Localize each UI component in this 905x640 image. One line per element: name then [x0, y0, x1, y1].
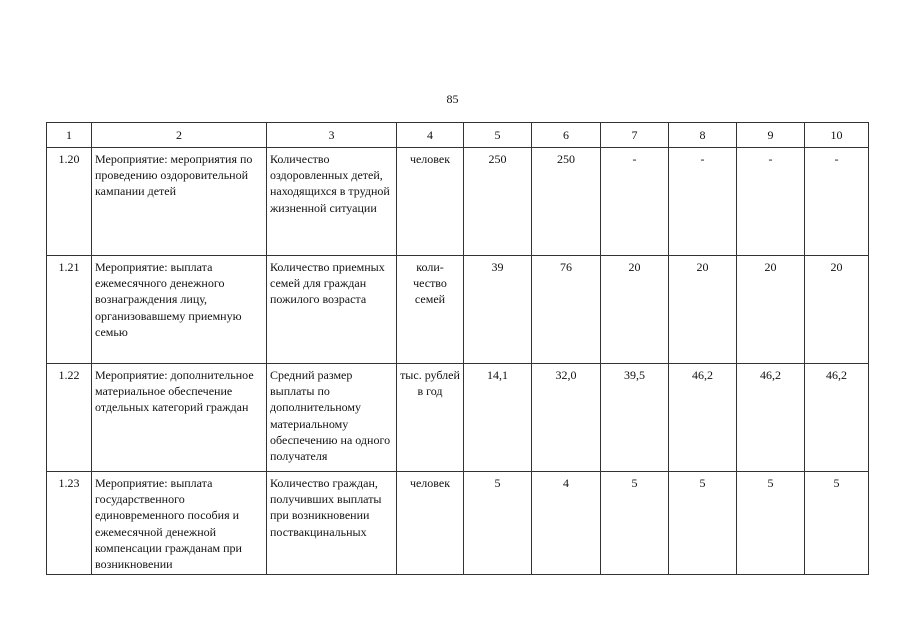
column-header: 2	[92, 123, 267, 148]
value-cell: 76	[532, 256, 601, 364]
row-number: 1.22	[47, 364, 92, 472]
value-cell: 20	[805, 256, 869, 364]
value-cell: 39	[464, 256, 532, 364]
column-header: 10	[805, 123, 869, 148]
row-number: 1.20	[47, 148, 92, 256]
value-cell: -	[737, 148, 805, 256]
column-header: 9	[737, 123, 805, 148]
table-row	[47, 148, 869, 256]
unit-cell: человек	[397, 472, 464, 575]
measure-cell: Мероприятие: мероприятия по проведению оздоровительной кампании детей	[92, 148, 267, 256]
value-cell: 20	[669, 256, 737, 364]
value-cell: 39,5	[601, 364, 669, 472]
indicator-cell: Средний размер выплаты по дополнительному материальному обеспечению на одного получателя	[267, 364, 397, 472]
column-header: 7	[601, 123, 669, 148]
column-header: 8	[669, 123, 737, 148]
unit-cell: человек	[397, 148, 464, 256]
value-cell: 5	[601, 472, 669, 575]
column-header: 6	[532, 123, 601, 148]
value-cell: 20	[737, 256, 805, 364]
value-cell: 5	[737, 472, 805, 575]
value-cell: 14,1	[464, 364, 532, 472]
column-header: 4	[397, 123, 464, 148]
unit-cell: коли-чество семей	[397, 256, 464, 364]
column-header: 1	[47, 123, 92, 148]
value-cell: 4	[532, 472, 601, 575]
value-cell: 20	[601, 256, 669, 364]
table-row	[47, 256, 869, 364]
indicators-table	[46, 122, 869, 575]
measure-cell: Мероприятие: дополнительное материальное обеспечение отдельных категорий граждан	[92, 364, 267, 472]
row-number: 1.21	[47, 256, 92, 364]
measure-cell: Мероприятие: выплата государственного единовременного пособия и ежемесячной денежной компенсации гражданам при возникновении	[92, 472, 267, 575]
value-cell: -	[601, 148, 669, 256]
value-cell: 46,2	[805, 364, 869, 472]
value-cell: 250	[532, 148, 601, 256]
column-header: 3	[267, 123, 397, 148]
indicator-cell: Количество оздоровленных детей, находящихся в трудной жизненной ситуации	[267, 148, 397, 256]
value-cell: 5	[464, 472, 532, 575]
value-cell: 5	[805, 472, 869, 575]
unit-cell: тыс. рублей в год	[397, 364, 464, 472]
table-row	[47, 364, 869, 472]
value-cell: 5	[669, 472, 737, 575]
header-row	[47, 123, 869, 148]
measure-cell: Мероприятие: выплата ежемесячного денежного вознаграждения лицу, организовавшему приемную семью	[92, 256, 267, 364]
row-number: 1.23	[47, 472, 92, 575]
value-cell: 32,0	[532, 364, 601, 472]
indicator-cell: Количество приемных семей для граждан пожилого возраста	[267, 256, 397, 364]
page-number: 85	[446, 92, 459, 106]
indicator-cell: Количество граждан, получивших выплаты при возникновении поствакцинальных	[267, 472, 397, 575]
column-header: 5	[464, 123, 532, 148]
value-cell: -	[805, 148, 869, 256]
value-cell: 46,2	[737, 364, 805, 472]
value-cell: 46,2	[669, 364, 737, 472]
value-cell: 250	[464, 148, 532, 256]
value-cell: -	[669, 148, 737, 256]
table-row	[47, 472, 869, 575]
